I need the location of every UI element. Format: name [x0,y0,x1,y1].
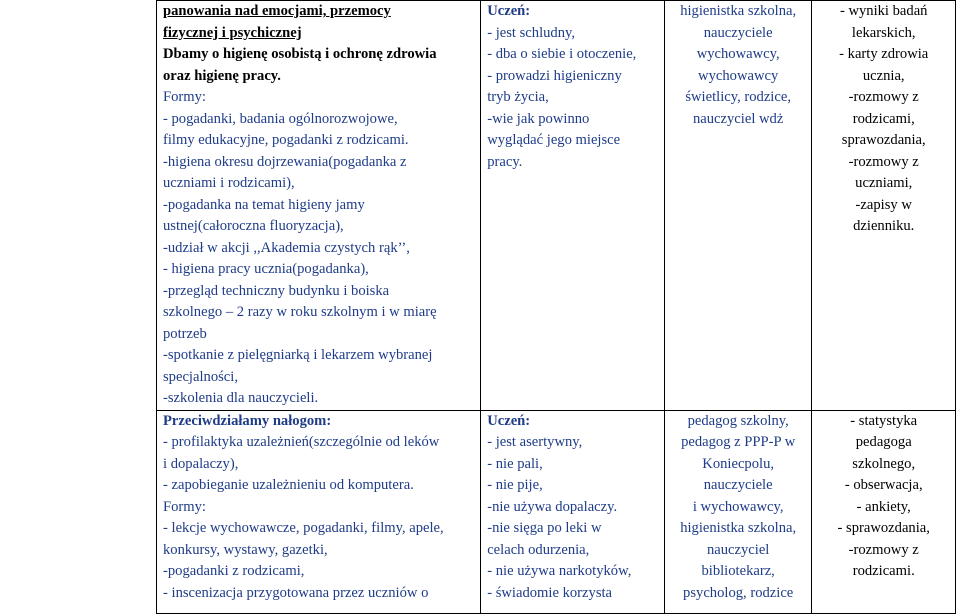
plan-table [156,0,956,614]
forms-label: Formy: [163,498,206,515]
text-line: i wychowawcy, [692,498,784,515]
text-line: -higiena okresu dojrzewania(pogadanka z [163,153,407,170]
section-heading: fizycznej i psychicznej [163,24,302,41]
evaluation-cell [812,1,956,411]
text-line: wyglądać jego miejsce [487,132,621,148]
student-label: Uczeń: [487,3,531,19]
text-line: specjalności, [163,368,238,385]
text-line: -rozmowy z [848,89,919,105]
text-line: - jest schludny, [487,24,576,41]
text-line: -rozmowy z [848,153,919,170]
text-line: tryb życia, [487,89,549,105]
effects-cell [481,1,665,411]
text-line: ucznia, [862,67,905,84]
text-line: - dba o siebie i otoczenie, [487,46,637,62]
text-line: - nie pije, [487,477,543,493]
text-line: -szkolenia dla nauczycieli. [163,390,319,406]
table-row [157,1,956,411]
text-line: -wie jak powinno [487,110,590,127]
text-line: pracy. [487,153,523,170]
text-line: i dopalaczy), [163,455,239,472]
text-line: świetlicy, rodzice, [685,89,791,105]
text-line: pedagoga [855,434,912,450]
forms-cell [157,410,481,613]
text-line: psycholog, rodzice [683,584,794,601]
text-line: - zapobieganie uzależnieniu od komputera. [163,477,414,493]
text-line: ustnej(całoroczna fluoryzacja), [163,218,344,234]
text-line: - karty zdrowia [839,46,929,62]
text-line: - ankiety, [856,498,911,515]
text-line: - nie pali, [487,455,543,472]
text-line: konkursy, wystawy, gazetki, [163,541,328,558]
text-line: pedagog z PPP-P w [681,434,796,450]
text-line: -pogadanki z rodzicami, [163,563,305,579]
text-line: nauczyciel [706,541,770,558]
text-line: sprawozdania, [841,132,926,148]
text-line: - sprawozdania, [837,520,930,536]
text-line: - inscenizacja przygotowana przez uczniów o [163,584,429,601]
text-line: szkolnego – 2 razy w roku szkolnym i w miarę [163,304,437,320]
text-line: filmy edukacyjne, pogadanki z rodzicami. [163,132,409,148]
text-line: uczniami i rodzicami), [163,175,295,191]
forms-label: Formy: [163,89,206,105]
text-line: pedagog szkolny, [687,412,789,429]
section-heading: oraz higienę pracy. [163,67,281,84]
text-line: - pogadanki, badania ogólnorozwojowe, [163,110,398,127]
evaluation-cell [812,410,956,613]
text-line: - jest asertywny, [487,434,583,450]
text-line: nauczyciele [703,24,773,41]
text-line: - higiena pracy ucznia(pogadanka), [163,261,369,277]
section-heading: Dbamy o higienę osobistą i ochronę zdrowia [163,46,437,62]
text-line: -zapisy w [855,196,912,213]
text-line: nauczyciel wdż [692,110,784,127]
text-line: - wyniki badań [839,3,928,19]
text-line: -spotkanie z pielęgniarką i lekarzem wybranej [163,347,433,363]
text-line: -pogadanka na temat higieny jamy [163,196,365,213]
student-label: Uczeń: [487,412,531,429]
text-line: - lekcje wychowawcze, pogadanki, filmy, apele, [163,520,444,536]
text-line: Koniecpolu, [702,455,775,472]
text-line: -nie używa dopalaczy. [487,498,618,515]
text-line: nauczyciele [703,477,773,493]
text-line: dzienniku. [853,218,915,234]
section-heading: panowania nad emocjami, przemocy [163,3,391,19]
text-line: -przegląd techniczny budynku i boiska [163,282,390,299]
responsible-cell [664,1,812,411]
effects-cell [481,410,665,613]
forms-cell [157,1,481,411]
text-line: wychowawcy, [696,46,780,62]
text-line: potrzeb [163,325,207,342]
text-line: - prowadzi higieniczny [487,67,622,84]
text-line: bibliotekarz, [701,563,775,579]
text-line: -rozmowy z [848,541,919,558]
table-row [157,410,956,613]
text-line: -udział w akcji ,,Akademia czystych rąk’’, [163,239,410,256]
text-line: uczniami, [855,175,913,191]
text-line: - świadomie korzysta [487,584,613,601]
text-line: celach odurzenia, [487,541,590,558]
text-line: rodzicami. [852,563,915,579]
text-line: -nie sięga po leki w [487,520,602,536]
text-line: higienistka szkolna, [680,3,797,19]
section-heading: Przeciwdziałamy nałogom: [163,412,332,429]
text-line: rodzicami, [852,110,915,127]
text-line: - profilaktyka uzależnień(szczególnie od leków [163,434,440,450]
text-line: - obserwacja, [844,477,923,493]
text-line: lekarskich, [851,24,916,41]
text-line: - statystyka [850,412,918,429]
text-line: wychowawcy [698,67,779,84]
responsible-cell [664,410,812,613]
text-line: szkolnego, [852,455,916,472]
text-line: - nie używa narkotyków, [487,563,632,579]
text-line: higienistka szkolna, [680,520,797,536]
